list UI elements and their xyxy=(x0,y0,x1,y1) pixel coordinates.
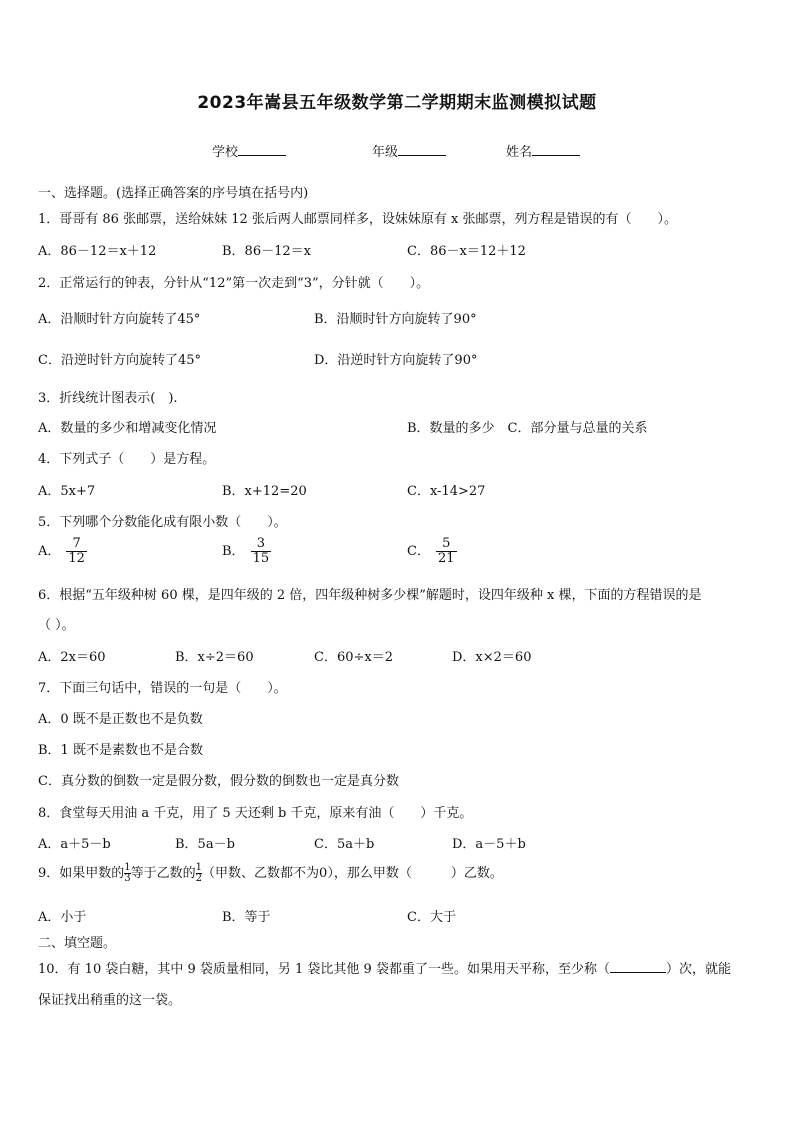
fraction-numerator: 1 xyxy=(195,862,203,873)
q2-option-b[interactable]: B．沿顺时针方向旋转了90° xyxy=(314,312,477,327)
q1-stem: 1．哥哥有 86 张邮票，送给妹妹 12 张后两人邮票同样多，设妹妹原有 x 张邮票，列方程是错误的有（ ）。 xyxy=(38,212,677,227)
grade-field[interactable] xyxy=(372,141,446,160)
q7-option-a[interactable]: A．0 既不是正数也不是负数 xyxy=(38,712,203,727)
q2-option-d[interactable]: D．沿逆时针方向旋转了90° xyxy=(314,353,478,368)
q8-option-b[interactable]: B．5a－b xyxy=(175,837,235,852)
q3-option-a[interactable]: A．数量的多少和增减变化情况 xyxy=(38,421,217,436)
q4-option-c[interactable]: C．x-14>27 xyxy=(407,484,486,499)
q8-option-a[interactable]: A．a＋5－b xyxy=(38,837,111,852)
q9-option-b[interactable]: B．等于 xyxy=(222,910,271,925)
school-blank[interactable] xyxy=(238,143,286,156)
fraction-numerator: 7 xyxy=(72,536,81,551)
q10-stem xyxy=(38,958,731,977)
school-field[interactable] xyxy=(212,141,286,160)
q6-option-d[interactable]: D．x×2＝60 xyxy=(452,650,532,665)
section-heading-fill: 二、填空题。 xyxy=(38,936,117,951)
q7-option-b[interactable]: B．1 既不是素数也不是合数 xyxy=(38,743,203,758)
q2-stem: 2．正常运行的钟表，分针从“12”第一次走到“3”，分针就（ ）。 xyxy=(38,276,430,291)
q5-option-c[interactable] xyxy=(407,537,457,566)
q9-option-c[interactable]: C．大于 xyxy=(407,910,456,925)
school-label: 学校 xyxy=(212,145,239,160)
q9-stem-post: （甲数、乙数都不为0），那么甲数（ ）乙数。 xyxy=(202,866,503,881)
q9-stem xyxy=(38,862,503,884)
grade-label: 年级 xyxy=(372,145,399,160)
q9-stem-mid: 等于乙数的 xyxy=(130,866,196,881)
q3-option-bc[interactable]: B．数量的多少 C．部分量与总量的关系 xyxy=(407,421,648,436)
q6-stem-cont: （ ）。 xyxy=(38,618,75,633)
fraction-denominator: 15 xyxy=(252,551,270,566)
q8-stem: 8．食堂每天用油 a 千克，用了 5 天还剩 b 千克，原来有油（ ）千克。 xyxy=(38,806,473,821)
fraction-denominator: 3 xyxy=(124,873,131,884)
q10-stem-post: ）次，就能 xyxy=(665,962,731,977)
q6-option-b[interactable]: B．x÷2＝60 xyxy=(175,650,254,665)
q4-option-a[interactable]: A．5x+7 xyxy=(38,484,96,499)
q6-option-a[interactable]: A．2x＝60 xyxy=(38,650,106,665)
fraction-denominator: 21 xyxy=(437,551,455,566)
q6-option-c[interactable]: C．60÷x＝2 xyxy=(314,650,393,665)
q3-stem: 3．折线统计图表示( ). xyxy=(38,391,178,406)
q8-option-c[interactable]: C．5a＋b xyxy=(314,837,375,852)
fraction xyxy=(251,537,272,566)
fraction xyxy=(436,537,457,566)
name-field[interactable] xyxy=(506,141,580,160)
q9-stem-pre: 9．如果甲数的 xyxy=(38,866,125,881)
q10-stem-pre: 10．有 10 袋白糖，其中 9 袋质量相同，另 1 袋比其他 9 袋都重了一些。如果用天平称，至少称（ xyxy=(38,962,610,977)
q1-option-a[interactable]: A．86－12＝x＋12 xyxy=(38,244,157,259)
q6-stem: 6．根据“五年级种树 60 棵，是四年级的 2 倍，四年级种树多少棵”解题时，设四年级种 x 棵，下面的方程错误的是 xyxy=(38,588,702,603)
q5-option-a[interactable] xyxy=(38,537,87,566)
q9-option-a[interactable]: A．小于 xyxy=(38,910,87,925)
q8-option-d[interactable]: D．a－5＋b xyxy=(452,837,526,852)
q4-option-b[interactable]: B．x+12=20 xyxy=(222,484,307,499)
section-heading-choice: 一、选择题。(选择正确答案的序号填在括号内) xyxy=(38,186,309,201)
q10-stem-cont: 保证找出稍重的这一袋。 xyxy=(38,993,182,1008)
q5-option-b-label: B． xyxy=(222,544,245,559)
fraction-numerator: 1 xyxy=(124,862,131,873)
q4-stem: 4．下列式子（ ）是方程。 xyxy=(38,452,216,467)
q2-option-c[interactable]: C．沿逆时针方向旋转了45° xyxy=(38,353,201,368)
q1-option-c[interactable]: C．86－x＝12＋12 xyxy=(407,244,526,259)
grade-blank[interactable] xyxy=(398,143,446,156)
q5-option-a-label: A． xyxy=(38,544,61,559)
fraction-denominator: 2 xyxy=(195,873,203,884)
name-label: 姓名 xyxy=(506,145,533,160)
q5-option-c-label: C． xyxy=(407,544,430,559)
fraction-numerator: 5 xyxy=(442,536,451,551)
q5-stem: 5．下列哪个分数能化成有限小数（ ）。 xyxy=(38,515,287,530)
q7-stem: 7．下面三句话中，错误的一句是（ ）。 xyxy=(38,681,287,696)
q1-option-b[interactable]: B．86－12＝x xyxy=(222,244,311,259)
fraction xyxy=(66,537,87,566)
fraction-denominator: 12 xyxy=(68,551,85,566)
page-title: 2023年嵩县五年级数学第二学期期末监测模拟试题 xyxy=(197,93,597,113)
name-blank[interactable] xyxy=(532,143,580,156)
q5-option-b[interactable] xyxy=(222,537,271,566)
q7-option-c[interactable]: C．真分数的倒数一定是假分数，假分数的倒数也一定是真分数 xyxy=(38,774,399,789)
fraction-numerator: 3 xyxy=(256,536,265,551)
q2-option-a[interactable]: A．沿顺时针方向旋转了45° xyxy=(38,312,201,327)
answer-blank[interactable] xyxy=(610,960,666,973)
